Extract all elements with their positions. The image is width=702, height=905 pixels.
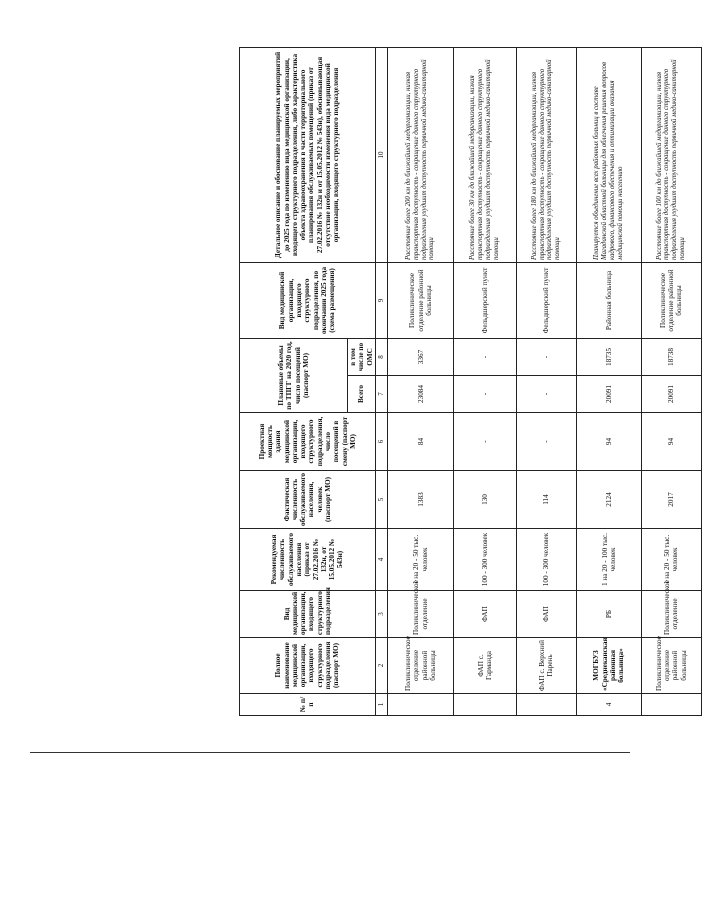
cell-actual: 130: [454, 471, 516, 529]
cell-capacity: -: [516, 413, 576, 471]
cell-type-2025: Фельдшерский пункт: [516, 262, 576, 338]
cell-capacity: 94: [641, 413, 701, 471]
column-numbers-row: [375, 47, 387, 715]
col-number: 4: [375, 529, 387, 591]
col-number: 1: [375, 694, 387, 716]
cell-recommended: 1 на 20 - 50 тыс. человек: [641, 529, 701, 591]
cell-type: РБ: [577, 591, 641, 638]
cell-type-2025: Поликлиническое отделение районной больницы: [641, 262, 701, 338]
col-number: 6: [375, 413, 387, 471]
table-row: [577, 47, 641, 715]
header-actual: Фактическая численность обслуживаемого населения, человек (паспорт МО): [240, 471, 376, 529]
header-type: Вид медицинской организации, входящего структурного подразделения: [240, 591, 376, 638]
cell-oms: 3367: [387, 338, 453, 375]
cell-capacity: 94: [577, 413, 641, 471]
header-planned-total: Всего: [348, 376, 376, 413]
table-row: [641, 47, 701, 715]
cell-name: Поликлиническое отделение районной больницы: [641, 638, 701, 694]
cell-oms: 18738: [641, 338, 701, 375]
cell-actual: 1383: [387, 471, 453, 529]
cell-number: [454, 694, 516, 716]
cell-recommended: 100 - 300 человек: [454, 529, 516, 591]
col-number: 3: [375, 591, 387, 638]
col-number: 7: [375, 376, 387, 413]
col-number: 10: [375, 47, 387, 262]
cell-detail: Расстояние более 100 км до ближайшей медорганизации, низкая транспортная доступность - сокращение данного структурного подразделения ухудшит доступность первичной медико-санитарной помощи: [641, 47, 701, 262]
cell-number: [387, 694, 453, 716]
cell-name: ФАП с. Гарманда: [454, 638, 516, 694]
page-divider-line: [30, 752, 630, 753]
cell-recommended: 1 на 20 - 50 тыс. человек: [387, 529, 453, 591]
cell-number: 4: [577, 694, 641, 716]
cell-number: [516, 694, 576, 716]
header-planned: Плановые объемы по ТПГГ на 2020 год, число посещений (паспорт МО): [240, 338, 348, 412]
header-capacity: Проектная мощность здания медицинской организации, входящего структурного подразделения, число посещений в смену (паспорт МО): [240, 413, 376, 471]
header-type-2025: Вид медицинской организации, входящего структурного подразделения, по окончании 2025 года (схема размещения): [240, 262, 376, 338]
cell-total: 20091: [641, 376, 701, 413]
table-row: [454, 47, 516, 715]
col-number: 2: [375, 638, 387, 694]
cell-detail: Планируется объединение всех районных больниц в составе Магаданской областной больницы для облегчения решения вопросов кадрового, финансового обеспечения и оптимизации оказания медицинской помощи населению: [577, 47, 641, 262]
header-planned-oms: в том числе по ОМС: [348, 338, 376, 375]
cell-recommended: 100 - 300 человек: [516, 529, 576, 591]
cell-type-2025: Районная больница: [577, 262, 641, 338]
header-name: Полное наименование медицинской организации, входящего структурного подразделения (паспорт МО): [240, 638, 376, 694]
table-row: [516, 47, 576, 715]
cell-detail: Расстояние более 30 км до ближайшей медорганизации, низкая транспортная доступность - сокращение данного структурного подразделения ухудшит доступность первичной медико-санитарной помощи: [454, 47, 516, 262]
cell-oms: -: [454, 338, 516, 375]
cell-total: 20091: [577, 376, 641, 413]
cell-actual: 2124: [577, 471, 641, 529]
cell-type: Поликлиническое отделение: [641, 591, 701, 638]
col-number: 9: [375, 262, 387, 338]
cell-total: 23084: [387, 376, 453, 413]
col-number: 8: [375, 338, 387, 375]
cell-oms: 18735: [577, 338, 641, 375]
cell-name: МОГБУЗ «Среднеканская районная больница»: [577, 638, 641, 694]
cell-capacity: 84: [387, 413, 453, 471]
table-body: [375, 47, 701, 715]
cell-recommended: 1 на 20 - 100 тыс. человек: [577, 529, 641, 591]
cell-actual: 2017: [641, 471, 701, 529]
table-row: [387, 47, 453, 715]
header-detail: Детальное описание и обоснование планируемых мероприятий до 2025 года по изменению вида медицинской организации, входящего структурного подразделения, либо характеристика объекта здравоохранения в части территориального планирования обслуживаемых помещений (приказ от 27.02.2016 № 132н и от 15.05.2012 № 543н), обосновывающая отсутствие необходимости изменения вида медицинской организации, входящего структурного подразделения: [240, 47, 376, 262]
cell-type: ФАП: [516, 591, 576, 638]
cell-type-2025: Поликлиническое отделение районной больницы: [387, 262, 453, 338]
cell-type: Поликлиническое отделение: [387, 591, 453, 638]
medical-organizations-table: [239, 47, 702, 716]
cell-name: Поликлиническое отделение районной больницы: [387, 638, 453, 694]
cell-oms: -: [516, 338, 576, 375]
header-number: № п/п: [240, 694, 376, 716]
cell-name: ФАП с. Верхний Парень: [516, 638, 576, 694]
col-number: 5: [375, 471, 387, 529]
cell-type-2025: Фельдшерский пункт: [454, 262, 516, 338]
cell-actual: 114: [516, 471, 576, 529]
header-recommended: Рекомендуемая численность обслуживаемого населения (приказ от 27.02.2016 № 132н, от 15.05.2012 № 543н): [240, 529, 376, 591]
cell-total: -: [454, 376, 516, 413]
cell-total: -: [516, 376, 576, 413]
cell-detail: Расстояние более 180 км до ближайшей медорганизации, низкая транспортная доступность - сокращение данного структурного подразделения ухудшит доступность первичной медико-санитарной помощи: [516, 47, 576, 262]
cell-capacity: -: [454, 413, 516, 471]
cell-type: ФАП: [454, 591, 516, 638]
cell-detail: Расстояние более 200 км до ближайшей медорганизации, низкая транспортная доступность - сокращение данного структурного подразделения ухудшит доступность первичной медико-санитарной помощи: [387, 47, 453, 262]
cell-number: [641, 694, 701, 716]
rotated-table-container: [239, 48, 702, 716]
